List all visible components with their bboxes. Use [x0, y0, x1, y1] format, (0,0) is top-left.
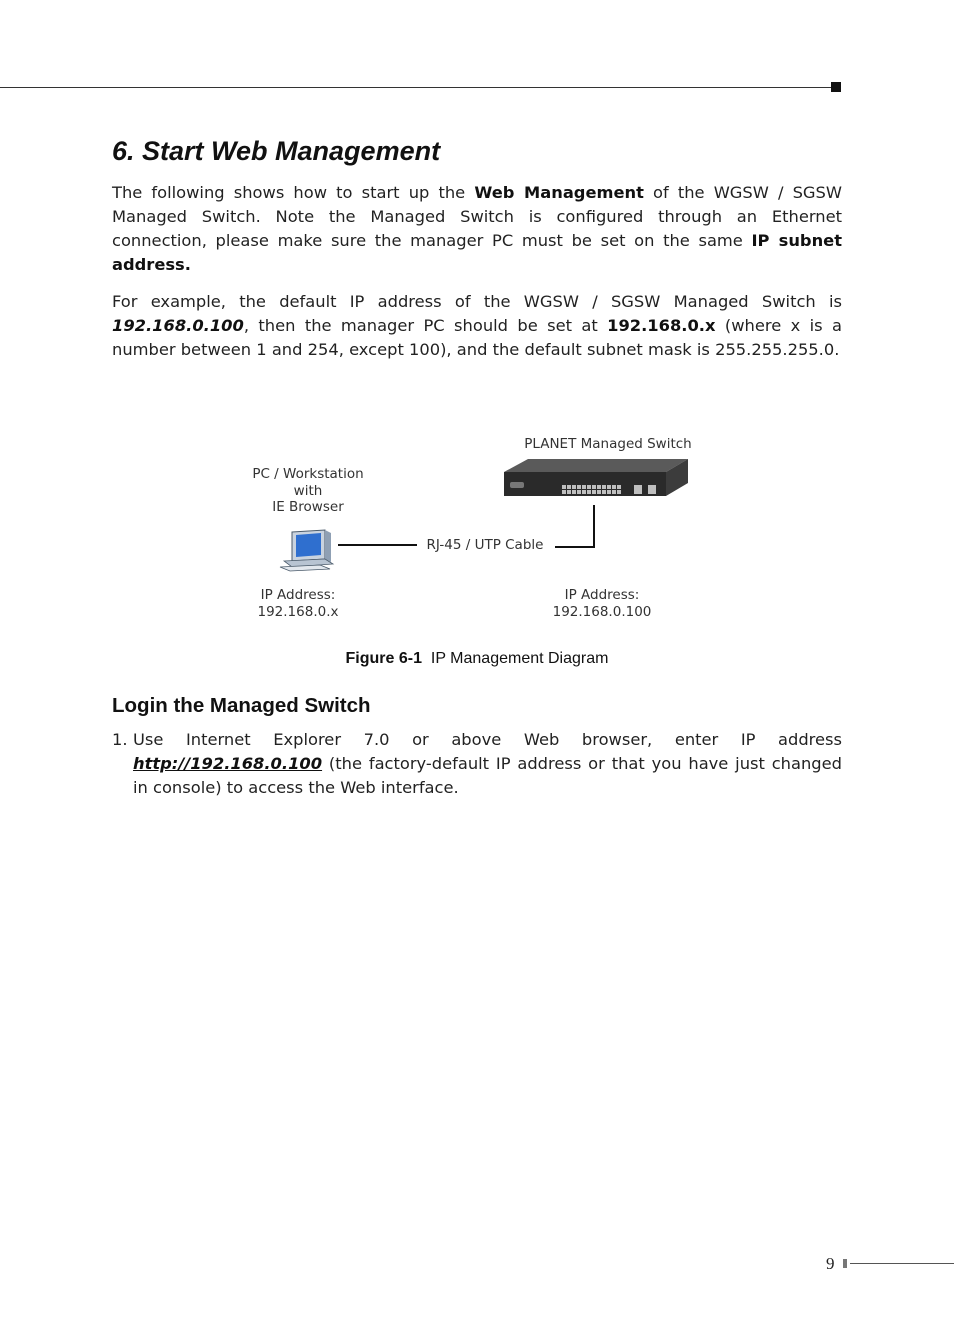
switch-ip-value: 192.168.0.100	[552, 603, 652, 620]
intro-text-2: of the WGSW / SGSW Managed Switch. Note the Managed Switch is configured through an Ethernet connection, please make sure the manager PC must be set on the same	[112, 183, 842, 250]
pc-label-line-2: with	[293, 482, 323, 499]
intro-bold-web-management: Web Management	[474, 183, 644, 202]
step-text-2: (the factory-default IP address or that you have just changed in console) to access the Web interface.	[133, 754, 842, 797]
switch-url-link[interactable]: http://192.168.0.100	[133, 754, 323, 773]
network-switch-icon	[504, 459, 688, 496]
example-text-3: (where x is a number between 1 and 254, except 100), and the default subnet mask is 255.255.255.0.	[112, 316, 842, 359]
figure-caption	[0, 650, 954, 668]
header-rule	[0, 87, 832, 88]
intro-paragraph	[112, 181, 842, 277]
section-title: 6. Start Web Management	[112, 136, 441, 166]
figure-caption-text: IP Management Diagram	[430, 650, 609, 667]
example-text-2: , then the manager PC should be set at	[243, 316, 608, 335]
example-paragraph	[112, 290, 842, 362]
pc-ip-label: IP Address:	[260, 587, 336, 603]
login-step-1	[112, 728, 842, 800]
example-text-1: For example, the default IP address of the WGSW / SGSW Managed Switch is	[112, 292, 842, 311]
pc-label-line-1: PC / Workstation	[252, 466, 364, 482]
pc-label	[238, 466, 378, 516]
pc-ip-value: 192.168.0.x	[257, 603, 339, 620]
cable-label: RJ-45 / UTP Cable	[426, 537, 544, 553]
switch-ip-label: IP Address:	[564, 587, 640, 603]
step-text	[133, 728, 842, 800]
switch-ip-block	[522, 587, 682, 620]
pc-ip-block	[228, 587, 368, 620]
desktop-computer-icon	[280, 530, 333, 571]
switch-label: PLANET Managed Switch	[524, 436, 692, 452]
step-text-1: Use Internet Explorer 7.0 or above Web browser, enter IP address	[133, 730, 842, 749]
footer-rule	[850, 1263, 954, 1264]
login-title: Login the Managed Switch	[112, 694, 371, 717]
pc-label-line-3: IE Browser	[272, 499, 344, 515]
pc-ip-address: 192.168.0.x	[607, 316, 716, 335]
figure-number: Figure 6-1	[345, 650, 422, 667]
footer-tick	[843, 1259, 847, 1268]
page-number: 9	[826, 1254, 835, 1273]
header-square-mark	[831, 82, 841, 92]
step-number: 1.	[112, 730, 128, 749]
intro-text-1: The following shows how to start up the	[112, 183, 475, 202]
default-ip-address: 192.168.0.100	[112, 316, 244, 335]
intro-bold-ip-subnet: IP subnet address.	[112, 231, 842, 274]
